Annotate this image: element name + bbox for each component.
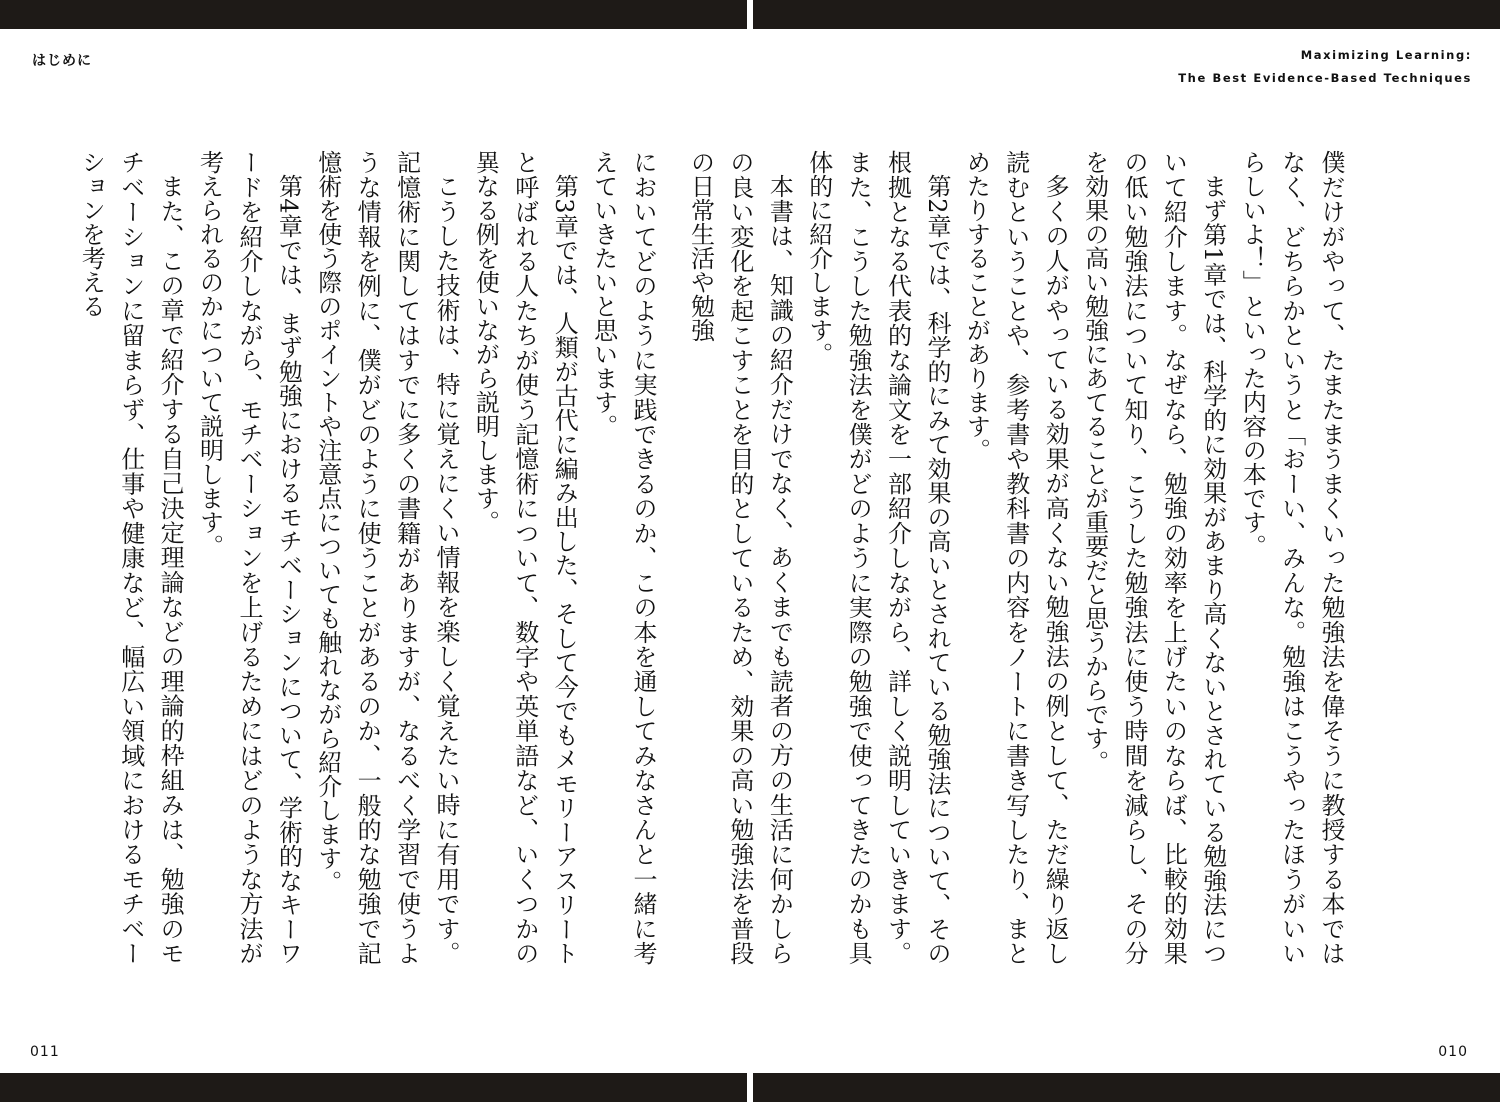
paragraph: 第3章では、人類が古代に編み出した、そして今でもメモリーアスリートと呼ばれる人たちが使う記憶術について、数字や英単語など、いくつかの異なる例を使いながら説明します。: [471, 150, 579, 965]
right-page-body: [686, 150, 1350, 966]
page-number-right: 010: [1438, 1044, 1468, 1060]
paragraph: 本書は、知識の紹介だけでなく、あくまでも読者の方の生活に何かしらの良い変化を起こすことを目的としているため、効果の高い勉強法を普段の日常生活や勉強: [686, 150, 794, 966]
paragraph: まず第1章では、科学的に効果があまり高くないとされている勉強法について紹介します。なぜなら、勉強の効率を上げたいのならば、比較的効果の低い勉強法について知り、こうした勉強法に使う時間を減らし、その分を効果の高い勉強にあてることが重要だと思うからです。: [1080, 150, 1227, 965]
paragraph: こうした技術は、特に覚えにくい情報を楽しく覚えたい時に有用です。記憶術に関してはすでに多くの書籍がありますが、なるべく学習で使うような情報を例に、僕がどのように使うことがあるのか、一般的な勉強で記憶術を使う際のポイントや注意点についても触れながら紹介します。: [313, 150, 460, 965]
section-title: はじめに: [32, 53, 92, 69]
paragraph: 第2章では、科学的にみて効果の高いとされている勉強法について、その根拠となる代表的な論文を一部紹介しながら、詳しく説明していきます。また、こうした勉強法を僕がどのように実際の勉強で使ってきたのかも具体的に紹介します。: [804, 150, 951, 965]
paragraph: 多くの人がやっている効果が高くない勉強法の例として、ただ繰り返し読むということや、参考書や教科書の内容をノートに書き写したり、まとめたりすることがあります。: [962, 150, 1070, 966]
bottom-bar-right: [753, 1073, 1500, 1102]
paragraph: また、この章で紹介する自己決定理論などの理論的枠組みは、勉強のモチベーションに留まらず、仕事や健康など、幅広い領域におけるモチベーションを考える: [77, 150, 185, 965]
paragraph: においてどのように実践できるのか、この本を通してみなさんと一緒に考えていきたいと思います。: [589, 150, 657, 965]
left-page-body: [77, 150, 662, 965]
book-title-line2: The Best Evidence-Based Techniques: [1178, 71, 1472, 85]
paragraph: 僕だけがやって、たまたまうまくいった勉強法を偉そうに教授する本ではなく、どちらかというと「おーい、みんな。勉強はこうやったほうがいいらしいよ！」といった内容の本です。: [1238, 150, 1345, 965]
top-bar-right: [753, 0, 1500, 29]
page-number-left: 011: [30, 1044, 60, 1060]
top-bar-left: [0, 0, 747, 29]
paragraph: 第4章では、まず勉強におけるモチベーションについて、学術的なキーワードを紹介しながら、モチベーションを上げるためにはどのような方法が考えられるのかについて説明します。: [195, 150, 303, 965]
book-title-line1: Maximizing Learning:: [1300, 48, 1472, 62]
bottom-bar-left: [0, 1073, 747, 1102]
book-title: [1178, 44, 1472, 90]
